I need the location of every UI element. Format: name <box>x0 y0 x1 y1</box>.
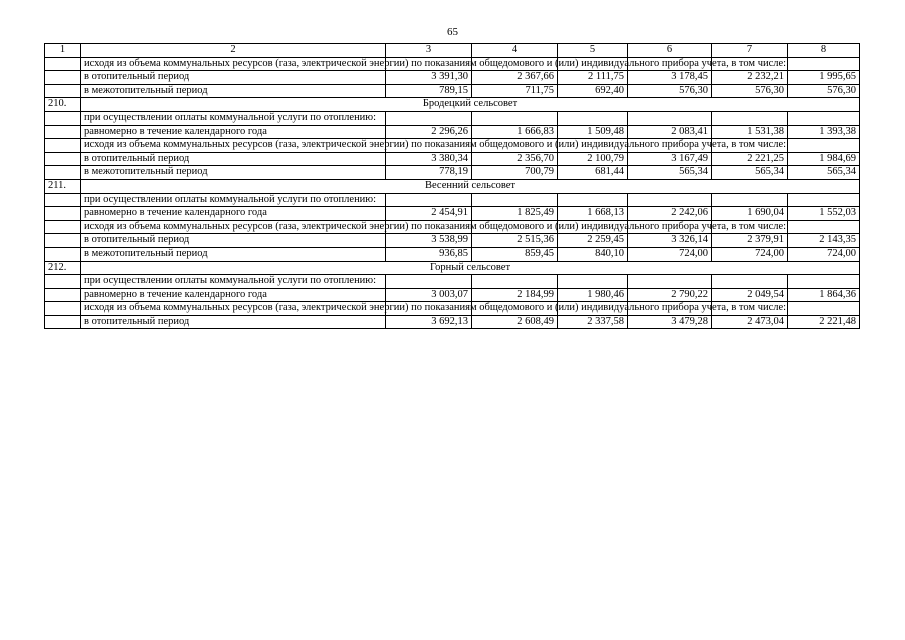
value-cell <box>558 111 628 125</box>
value-cell <box>386 275 472 289</box>
row-number-cell <box>45 139 81 153</box>
value-cell <box>712 111 788 125</box>
value-cell: 2 221,25 <box>712 152 788 166</box>
value-cell <box>788 220 860 234</box>
value-cell: 565,34 <box>628 166 712 180</box>
row-label: в отопительный период <box>81 315 386 329</box>
value-cell: 2 049,54 <box>712 288 788 302</box>
row-number-cell <box>45 166 81 180</box>
table-row <box>45 125 860 139</box>
value-cell <box>472 111 558 125</box>
table-row <box>45 302 860 316</box>
table-row <box>45 247 860 261</box>
value-cell: 3 178,45 <box>628 71 712 85</box>
value-cell: 2 242,06 <box>628 207 712 221</box>
row-label: в отопительный период <box>81 234 386 248</box>
value-cell <box>788 275 860 289</box>
value-cell: 711,75 <box>472 84 558 98</box>
page-number: 65 <box>447 26 458 38</box>
section-number: 211. <box>45 179 81 193</box>
value-cell: 789,15 <box>386 84 472 98</box>
row-label: исходя из объема коммунальных ресурсов (газа, электрической энергии) по показаниям общедомового и (или) индивидуального прибора учета, в том числе: <box>81 139 386 153</box>
row-label: исходя из объема коммунальных ресурсов (газа, электрической энергии) по показаниям общедомового и (или) индивидуального прибора учета, в том числе: <box>81 302 386 316</box>
header-row <box>45 44 860 58</box>
value-cell <box>628 111 712 125</box>
value-cell <box>788 57 860 71</box>
value-cell <box>712 193 788 207</box>
value-cell: 1 509,48 <box>558 125 628 139</box>
row-number-cell <box>45 84 81 98</box>
value-cell: 2 790,22 <box>628 288 712 302</box>
value-cell: 1 531,38 <box>712 125 788 139</box>
section-number: 212. <box>45 261 81 275</box>
value-cell: 700,79 <box>472 166 558 180</box>
value-cell: 2 608,49 <box>472 315 558 329</box>
row-number-cell <box>45 207 81 221</box>
value-cell: 681,44 <box>558 166 628 180</box>
value-cell: 3 391,30 <box>386 71 472 85</box>
value-cell <box>788 302 860 316</box>
table-row <box>45 71 860 85</box>
value-cell: 2 367,66 <box>472 71 558 85</box>
table-row <box>45 193 860 207</box>
value-cell: 2 454,91 <box>386 207 472 221</box>
value-cell: 2 083,41 <box>628 125 712 139</box>
row-label: в межотопительный период <box>81 166 386 180</box>
value-cell: 1 552,03 <box>788 207 860 221</box>
header-cell: 6 <box>628 44 712 58</box>
value-cell: 2 100,79 <box>558 152 628 166</box>
value-cell: 692,40 <box>558 84 628 98</box>
header-cell: 3 <box>386 44 472 58</box>
section-title: Горный сельсовет <box>81 261 860 275</box>
table-row <box>45 288 860 302</box>
value-cell: 2 221,48 <box>788 315 860 329</box>
value-cell: 3 692,13 <box>386 315 472 329</box>
value-cell: 2 111,75 <box>558 71 628 85</box>
value-cell: 3 538,99 <box>386 234 472 248</box>
value-cell: 1 690,04 <box>712 207 788 221</box>
tariff-table <box>44 43 860 329</box>
row-label: равномерно в течение календарного года <box>81 207 386 221</box>
table-row <box>45 275 860 289</box>
value-cell: 724,00 <box>628 247 712 261</box>
row-label: при осуществлении оплаты коммунальной услуги по отоплению: <box>81 275 386 289</box>
row-number-cell <box>45 315 81 329</box>
value-cell: 778,19 <box>386 166 472 180</box>
row-label: в межотопительный период <box>81 247 386 261</box>
row-label: в отопительный период <box>81 152 386 166</box>
header-cell: 7 <box>712 44 788 58</box>
value-cell: 936,85 <box>386 247 472 261</box>
table-row <box>45 166 860 180</box>
section-row <box>45 98 860 112</box>
table-row <box>45 111 860 125</box>
value-cell: 1 668,13 <box>558 207 628 221</box>
section-title: Бродецкий сельсовет <box>81 98 860 112</box>
value-cell: 576,30 <box>788 84 860 98</box>
header-cell: 1 <box>45 44 81 58</box>
row-number-cell <box>45 275 81 289</box>
value-cell: 1 666,83 <box>472 125 558 139</box>
row-label: при осуществлении оплаты коммунальной услуги по отоплению: <box>81 193 386 207</box>
value-cell: 3 003,07 <box>386 288 472 302</box>
row-number-cell <box>45 302 81 316</box>
value-cell <box>472 193 558 207</box>
row-number-cell <box>45 125 81 139</box>
value-cell: 2 184,99 <box>472 288 558 302</box>
table-row <box>45 139 860 153</box>
value-cell: 724,00 <box>788 247 860 261</box>
table-row <box>45 84 860 98</box>
row-number-cell <box>45 193 81 207</box>
row-number-cell <box>45 247 81 261</box>
row-label: исходя из объема коммунальных ресурсов (газа, электрической энергии) по показаниям общедомового и (или) индивидуального прибора учета, в том числе: <box>81 220 386 234</box>
value-cell <box>558 193 628 207</box>
value-cell <box>386 111 472 125</box>
value-cell: 2 515,36 <box>472 234 558 248</box>
header-cell: 4 <box>472 44 558 58</box>
value-cell <box>472 275 558 289</box>
value-cell <box>788 111 860 125</box>
section-number: 210. <box>45 98 81 112</box>
value-cell: 2 337,58 <box>558 315 628 329</box>
value-cell: 724,00 <box>712 247 788 261</box>
header-cell: 8 <box>788 44 860 58</box>
table-row <box>45 234 860 248</box>
value-cell: 2 473,04 <box>712 315 788 329</box>
section-row <box>45 261 860 275</box>
value-cell: 1 980,46 <box>558 288 628 302</box>
row-label: в межотопительный период <box>81 84 386 98</box>
value-cell: 1 825,49 <box>472 207 558 221</box>
value-cell: 1 393,38 <box>788 125 860 139</box>
row-number-cell <box>45 234 81 248</box>
value-cell: 576,30 <box>712 84 788 98</box>
row-number-cell <box>45 111 81 125</box>
value-cell: 859,45 <box>472 247 558 261</box>
value-cell: 1 984,69 <box>788 152 860 166</box>
table-row <box>45 57 860 71</box>
row-label: равномерно в течение календарного года <box>81 288 386 302</box>
value-cell: 565,34 <box>712 166 788 180</box>
table-row <box>45 207 860 221</box>
row-label: исходя из объема коммунальных ресурсов (газа, электрической энергии) по показаниям общедомового и (или) индивидуального прибора учета, в том числе: <box>81 57 386 71</box>
row-number-cell <box>45 220 81 234</box>
table-body <box>45 44 860 329</box>
header-cell: 2 <box>81 44 386 58</box>
value-cell <box>712 275 788 289</box>
value-cell: 2 356,70 <box>472 152 558 166</box>
header-cell: 5 <box>558 44 628 58</box>
value-cell: 3 479,28 <box>628 315 712 329</box>
value-cell: 2 379,91 <box>712 234 788 248</box>
row-label: равномерно в течение календарного года <box>81 125 386 139</box>
row-label: при осуществлении оплаты коммунальной услуги по отоплению: <box>81 111 386 125</box>
value-cell: 3 167,49 <box>628 152 712 166</box>
section-title: Весенний сельсовет <box>81 179 860 193</box>
value-cell: 2 296,26 <box>386 125 472 139</box>
value-cell <box>628 275 712 289</box>
value-cell <box>558 275 628 289</box>
row-number-cell <box>45 152 81 166</box>
value-cell <box>386 193 472 207</box>
table-row <box>45 220 860 234</box>
value-cell: 1 995,65 <box>788 71 860 85</box>
value-cell: 3 380,34 <box>386 152 472 166</box>
row-number-cell <box>45 57 81 71</box>
value-cell: 2 259,45 <box>558 234 628 248</box>
value-cell <box>628 193 712 207</box>
section-row <box>45 179 860 193</box>
value-cell: 840,10 <box>558 247 628 261</box>
row-number-cell <box>45 288 81 302</box>
table-row <box>45 152 860 166</box>
value-cell: 2 143,35 <box>788 234 860 248</box>
value-cell: 576,30 <box>628 84 712 98</box>
value-cell: 3 326,14 <box>628 234 712 248</box>
value-cell: 1 864,36 <box>788 288 860 302</box>
value-cell <box>788 193 860 207</box>
row-number-cell <box>45 71 81 85</box>
value-cell: 565,34 <box>788 166 860 180</box>
table-row <box>45 315 860 329</box>
value-cell <box>788 139 860 153</box>
row-label: в отопительный период <box>81 71 386 85</box>
value-cell: 2 232,21 <box>712 71 788 85</box>
